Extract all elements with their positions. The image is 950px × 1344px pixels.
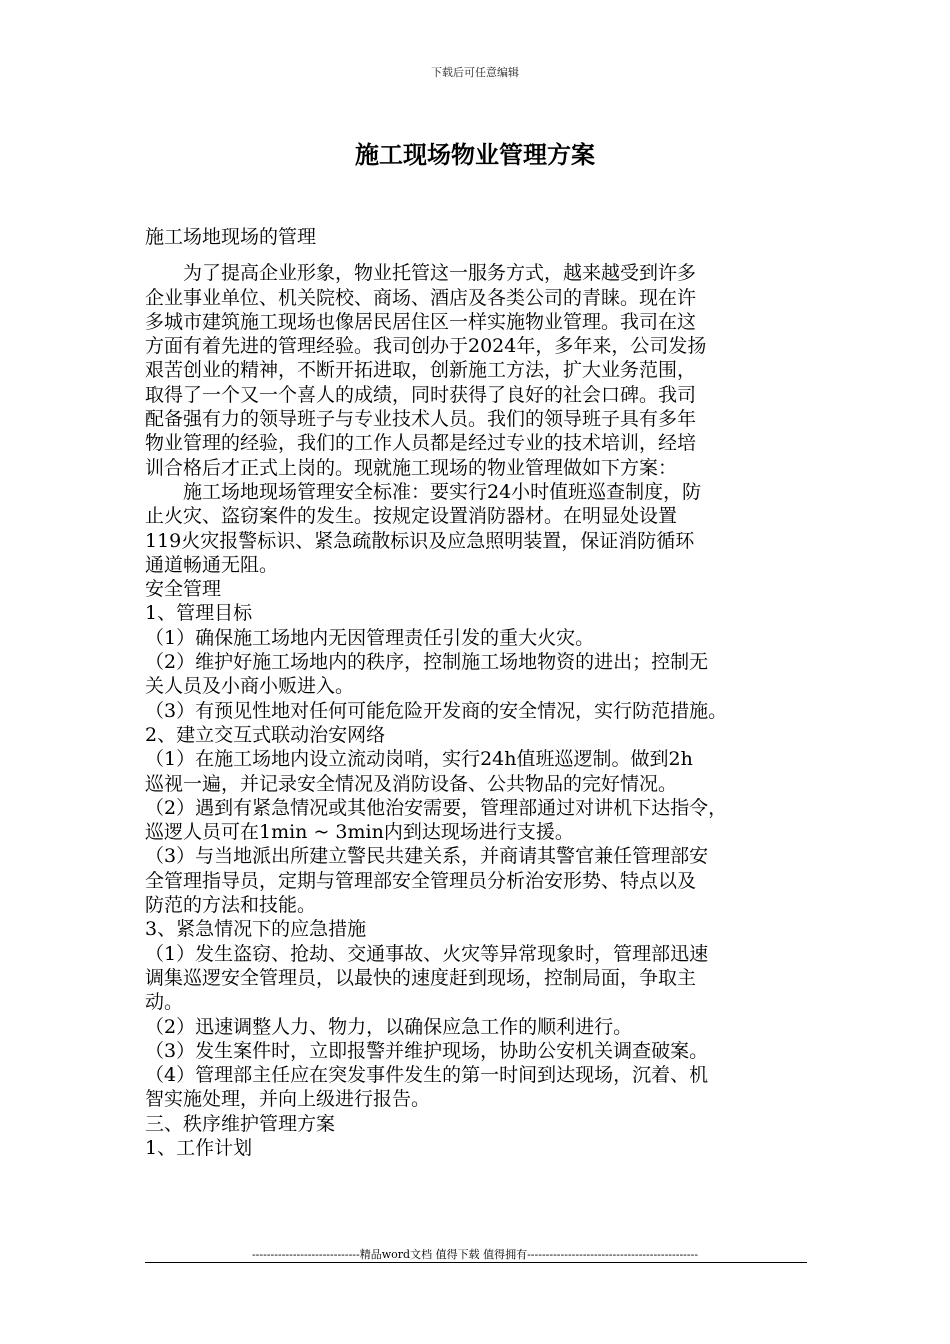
text-line: （3）有预见性地对任何可能危险开发商的安全情况，实行防范措施。 [145, 699, 728, 722]
footer-text: -----------------------------精品word文档 值得下载 值得拥有---------------------------------------------- [251, 1248, 699, 1261]
text-line: 止火灾、盗窃案件的发生。按规定设置消防器材。在明显处设置 [145, 505, 678, 528]
text-line: 方面有着先进的管理经验。我司创办于2024年，多年来，公司发扬 [145, 335, 707, 358]
text-line: （3）与当地派出所建立警民共建关系，并商请其警官兼任管理部安 [145, 845, 709, 868]
text-line: 关人员及小商小贩进入。 [145, 675, 355, 698]
text-line: 巡逻人员可在1min ~ 3min内到达现场进行支援。 [145, 821, 574, 844]
text-line: 智实施处理，并向上级进行报告。 [145, 1088, 431, 1111]
text-line: 配备强有力的领导班子与专业技术人员。我们的领导班子具有多年 [145, 408, 697, 431]
header-note: 下载后可任意编辑 [431, 66, 519, 79]
text-line: 多城市建筑施工现场也像居民居住区一样实施物业管理。我司在这 [145, 310, 697, 333]
text-line: （1）确保施工场地内无因管理责任引发的重大火灾。 [145, 626, 595, 649]
text-line: 动。 [145, 991, 184, 1014]
footer-divider [145, 1262, 807, 1263]
text-line: 物业管理的经验，我们的工作人员都是经过专业的技术培训，经培 [145, 432, 697, 455]
text-line: 艰苦创业的精神，不断开拓进取，创新施工方法，扩大业务范围， [145, 359, 697, 382]
text-line: 全管理指导员，定期与管理部安全管理员分析治安形势、特点以及 [145, 869, 697, 892]
text-line: 119火灾报警标识、紧急疏散标识及应急照明装置，保证消防循环 [145, 529, 695, 552]
text-line: 训合格后才正式上岗的。现就施工现场的物业管理做如下方案： [145, 456, 678, 479]
text-line: （1）发生盗窃、抢劫、交通事故、火灾等异常现象时，管理部迅速 [145, 942, 709, 965]
text-line: 为了提高企业形象，物业托管这一服务方式，越来越受到许多 [145, 262, 697, 285]
text-line: （2）迅速调整人力、物力，以确保应急工作的顺利进行。 [145, 1015, 633, 1038]
text-line: 施工场地现场管理安全标准：要实行24小时值班巡查制度，防 [145, 480, 702, 503]
text-line: 企业事业单位、机关院校、商场、酒店及各类公司的青睐。现在许 [145, 286, 697, 309]
text-line: （2）维护好施工场地内的秩序，控制施工场地物资的进出；控制无 [145, 651, 709, 674]
text-line: 防范的方法和技能。 [145, 894, 317, 917]
text-line: 3、紧急情况下的应急措施 [145, 918, 367, 941]
text-line: 1、管理目标 [145, 602, 253, 625]
text-line: 2、建立交互式联动治安网络 [145, 723, 386, 746]
text-line: 取得了一个又一个喜人的成绩，同时获得了良好的社会口碑。我司 [145, 383, 697, 406]
document-body [145, 225, 813, 1160]
text-line: 调集巡逻安全管理员，以最快的速度赶到现场，控制局面，争取主 [145, 966, 697, 989]
paragraph-gap [145, 249, 813, 261]
text-line: 三、秩序维护管理方案 [145, 1112, 336, 1135]
text-line: 通道畅通无阻。 [145, 553, 279, 576]
text-line: （3）发生案件时，立即报警并维护现场，协助公安机关调查破案。 [145, 1039, 709, 1062]
text-line: 1、工作计划 [145, 1136, 253, 1159]
text-line: （4）管理部主任应在突发事件发生的第一时间到达现场，沉着、机 [145, 1064, 709, 1087]
text-line: 巡视一遍，并记录安全情况及消防设备、公共物品的完好情况。 [145, 772, 678, 795]
text-line: 安全管理 [145, 578, 222, 601]
text-line: （1）在施工场地内设立流动岗哨，实行24h值班巡逻制。做到2h [145, 748, 693, 771]
text-line: 施工场地现场的管理 [145, 226, 317, 248]
text-line: （2）遇到有紧急情况或其他治安需要，管理部通过对讲机下达指令， [145, 796, 728, 819]
document-title: 施工现场物业管理方案 [355, 140, 595, 169]
